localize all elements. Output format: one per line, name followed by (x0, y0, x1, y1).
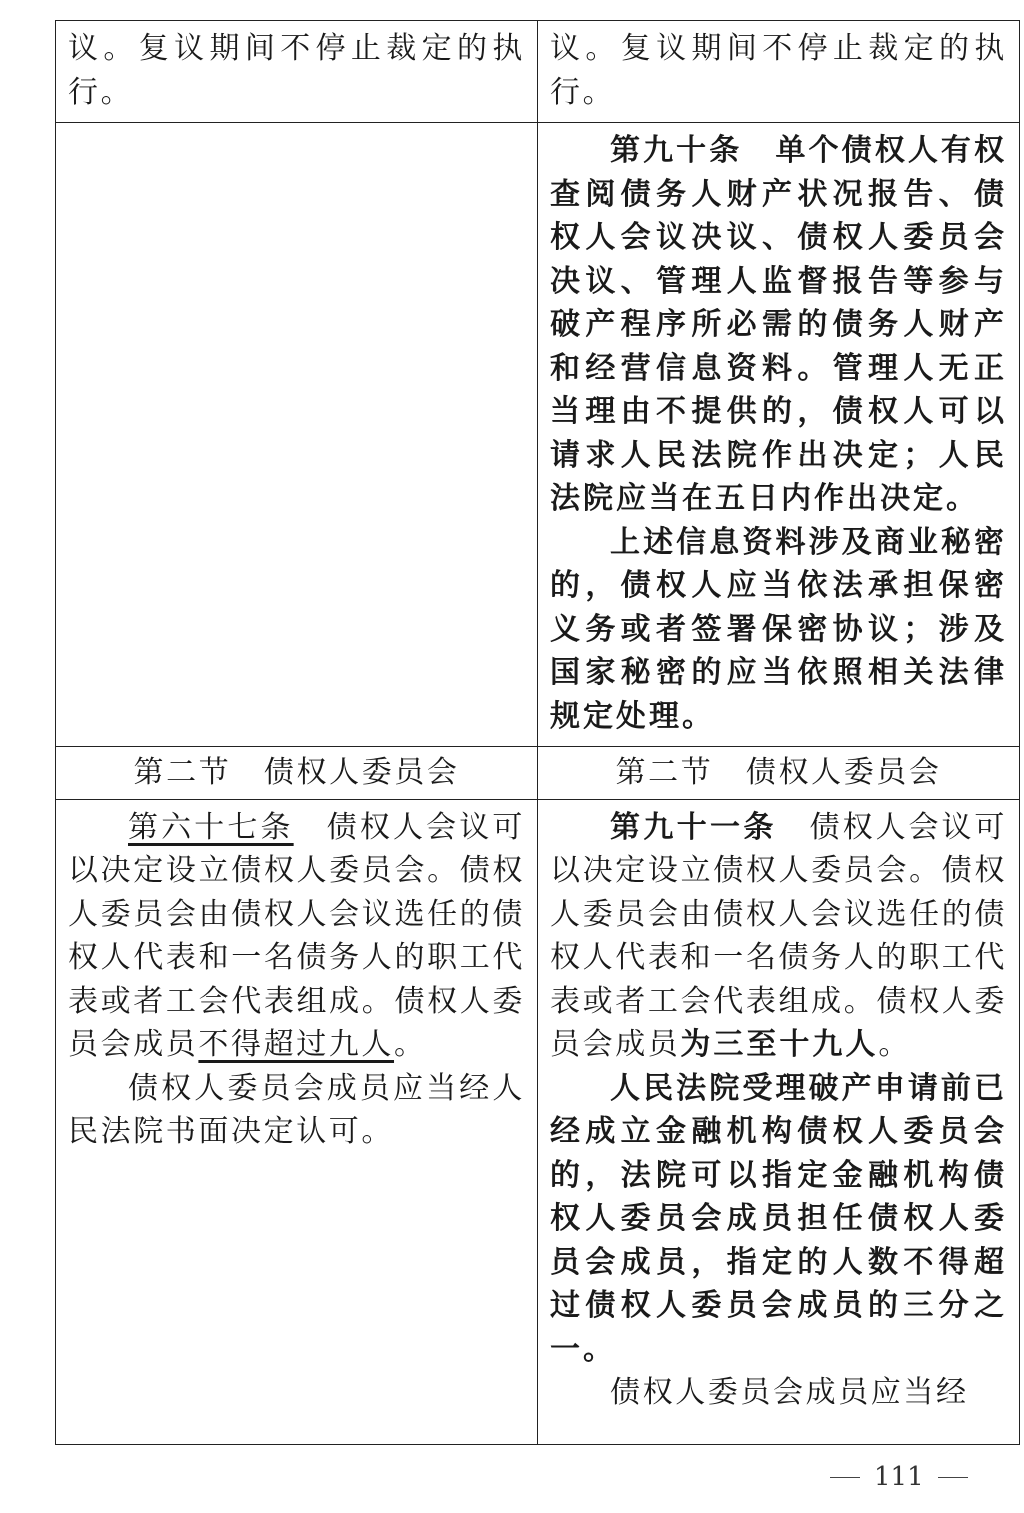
left-cell-article-67 (56, 799, 538, 1444)
left-cell-empty (56, 123, 538, 747)
article-90-paragraph: 第九十条 单个债权人有权查阅债务人财产状况报告、债权人会议决议、债权人委员会决议、管理人监督报告等参与破产程序所必需的债务人财产和经营信息资料。管理人无正当理由不提供的，债权人可以请求人民法院作出决定；人民法院应当在五日内作出决定。 (550, 133, 1007, 516)
table-row (56, 123, 1020, 747)
article-91-text: 债权人会议可以决定设立债权人委员会。债权人委员会由债权人会议选任的债权人代表和一名债务人的职工代表或者工会代表组成。债权人委员会成员 (550, 809, 1008, 1062)
article-67-underlined-limit: 不得超过九人 (198, 1027, 395, 1062)
left-text: 议。复议期间不停止裁定的执行。 (68, 31, 525, 110)
article-91-paragraph (550, 806, 1007, 1067)
page-footer (830, 1462, 990, 1492)
article-67-approval-paragraph: 债权人委员会成员应当经人民法院书面决定认可。 (68, 1070, 525, 1149)
section-heading-right: 第二节 债权人委员会 (538, 747, 1020, 800)
footer-dash-right (938, 1477, 968, 1478)
table-row (56, 799, 1020, 1444)
article-91-approval-paragraph: 债权人委员会成员应当经 (610, 1375, 969, 1410)
article-67-number: 第六十七条 (128, 809, 294, 845)
comparison-table (55, 20, 1020, 1445)
article-91-bold-limit: 为三至十九人 (680, 1027, 879, 1062)
article-91-financial-paragraph: 人民法院受理破产申请前已经成立金融机构债权人委员会的，法院可以指定金融机构债权人委员会成员担任债权人委员会成员，指定的人数不得超过债权人委员会成员的三分之一。 (550, 1070, 1007, 1367)
article-91-end: 。 (878, 1027, 912, 1062)
table-row (56, 21, 1020, 123)
right-cell-continuation (538, 21, 1020, 123)
section-heading-left: 第二节 债权人委员会 (56, 747, 538, 800)
article-67-end: 。 (394, 1027, 427, 1062)
article-91-number: 第九十一条 (610, 809, 777, 845)
right-cell-article-91 (538, 799, 1020, 1444)
article-67-paragraph (68, 806, 525, 1067)
footer-dash-left (830, 1477, 860, 1478)
table-row (56, 747, 1020, 800)
article-90-confidentiality-paragraph: 上述信息资料涉及商业秘密的，债权人应当依法承担保密义务或者签署保密协议；涉及国家秘密的应当依照相关法律规定处理。 (550, 524, 1007, 734)
right-cell-article-90 (538, 123, 1020, 747)
right-text: 议。复议期间不停止裁定的执行。 (550, 31, 1007, 110)
article-67-text: 债权人会议可以决定设立债权人委员会。债权人委员会由债权人会议选任的债权人代表和一名债务人的职工代表或者工会代表组成。债权人委员会成员 (68, 809, 526, 1062)
left-cell-continuation (56, 21, 538, 123)
page-number: 111 (874, 1462, 924, 1492)
